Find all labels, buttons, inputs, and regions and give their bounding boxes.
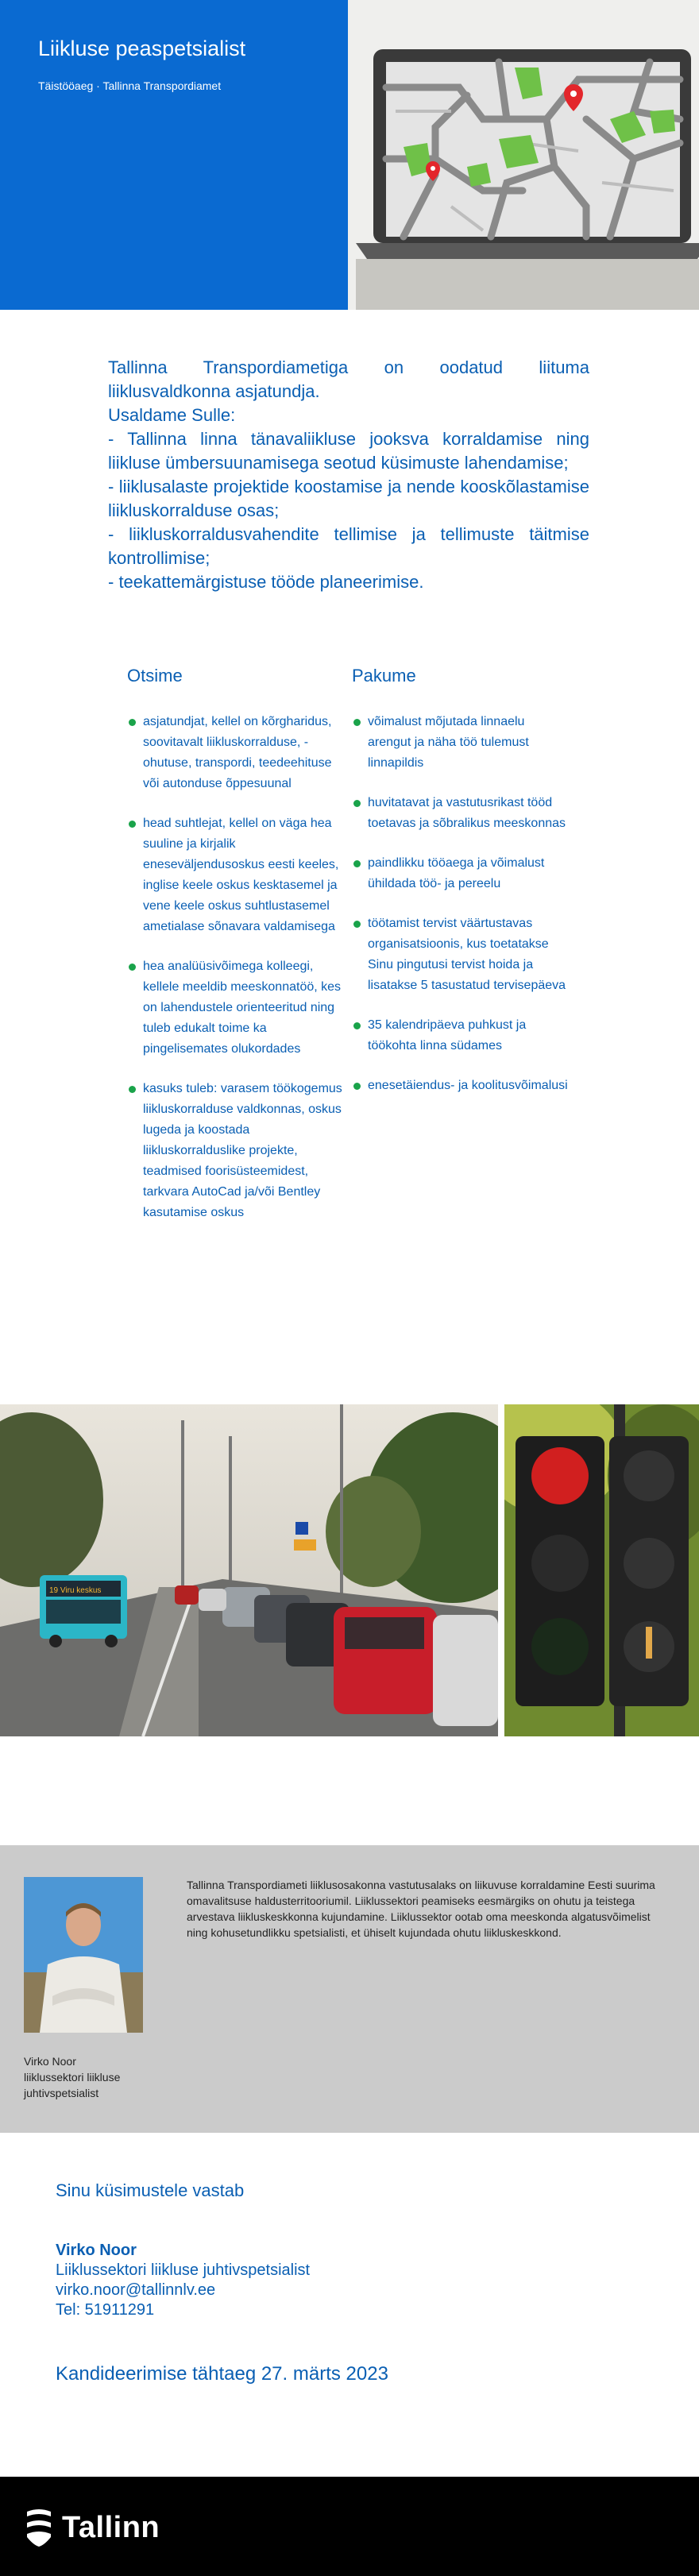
bullet-icon [353, 921, 361, 928]
bullet-icon [353, 1022, 361, 1029]
pakume-heading: Pakume [352, 666, 416, 686]
contact-name: Virko Noor [56, 2242, 137, 2259]
pakume-column [352, 666, 568, 1115]
portrait-caption [24, 2053, 120, 2101]
intro-text [108, 356, 589, 594]
list-item-text: hea analüüsivõimega kolleegi, kellele meeldib meeskonnatöö, kes on lahendustele orienteeritud ning tuleb edukalt toime ka pingelisemates olukordades [143, 960, 342, 1056]
list-item [352, 793, 568, 834]
hero-title-panel [0, 0, 348, 310]
list-item [127, 956, 343, 1060]
bullet-icon [129, 821, 136, 828]
intro-line: Tallinna Transpordiametiga on oodatud liituma liiklusvaldkonna asjatundja. [108, 357, 589, 401]
list-item-text: enesetäiendus- ja koolitusvõimalusi [368, 1079, 568, 1092]
tallinn-logo[interactable] [24, 2505, 160, 2550]
caption-line: Virko Noor [24, 2055, 76, 2068]
department-description: Tallinna Transpordiameti liiklusosakonna vastutusalaks on liikuvuse korraldamine Eesti suurima omavalitsuse haldusterritooriumil. Liiklussektori peamiseks eesmärgiks on ohutu ja teistega arvestava liikluskeskkonna kujundamine. Liiklussektor ootab oma meeskonda algatusvõimelist ning kohusetundlikku spetsialisti, et ühiselt kujundada ohutu liikluskeskkond. [187, 1879, 655, 1939]
page-title: Liikluse peaspetsialist [38, 37, 246, 60]
intro-line: - Tallinna linna tänavaliikluse jooksva korraldamise ning liikluse ümbersuunamisega seotud küsimuste lahendamise; [108, 429, 589, 473]
list-item-text: head suhtlejat, kellel on väga hea suuline ja kirjalik eneseväljendusoskus eesti keeles, inglise keele oskus kesktasemel ja vene keele oskus suhtlustasemel ametialase sõnavara valdamisega [143, 817, 339, 933]
intro-line: - liiklusalaste projektide koostamise ja nende kooskõlastamise liikluskorralduse osas; [108, 477, 589, 520]
list-item [352, 1076, 568, 1096]
page-subtitle: Täistööaeg · Tallinna Transpordiamet [38, 79, 222, 92]
avatar [24, 1877, 143, 2033]
bus-sign: 19 Viru keskus [49, 1586, 102, 1595]
list-item [127, 1079, 343, 1223]
contact-role: Liiklussektori liikluse juhtivspetsialist [56, 2261, 311, 2279]
list-item-text: huvitatavat ja vastutusrikast tööd toetavas ja sõbralikus meeskonnas [368, 796, 566, 830]
traffic-light-photo [504, 1404, 699, 1736]
intro-line: Usaldame Sulle: [108, 405, 236, 425]
bullet-icon [353, 719, 361, 726]
bullet-icon [353, 1083, 361, 1090]
tallinn-crest-icon [24, 2508, 54, 2547]
logo-text: Tallinn [62, 2510, 160, 2544]
list-item-text: paindlikku tööaega ja võimalust ühildada töö- ja pereelu [368, 856, 545, 890]
list-item-text: 35 kalendripäeva puhkust ja töökohta linna südames [368, 1018, 527, 1052]
list-item [352, 913, 568, 996]
list-item [127, 712, 343, 794]
contact-heading: Sinu küsimustele vastab [56, 2180, 245, 2200]
department-section [0, 1845, 699, 2133]
bullet-icon [129, 1086, 136, 1093]
traffic-photo [0, 1404, 498, 1736]
otsime-list [127, 712, 343, 1223]
intro-line: - liikluskorraldusvahendite tellimise ja tellimuste täitmise kontrollimise; [108, 524, 589, 568]
traffic-street-image [0, 1404, 498, 1736]
list-item-text: asjatundjat, kellel on kõrgharidus, soovitavalt liikluskorralduse, -ohutuse, transpordi, teedeehituse või autonduse õppesuunal [143, 715, 332, 790]
list-item-text: töötamist tervist väärtustavas organisatsioonis, kus toetatakse Sinu pingutusi tervist hoida ja lisatakse 5 tasustatud tervisepäeva [368, 917, 566, 992]
laptop-map-icon [348, 0, 699, 310]
list-item [352, 853, 568, 894]
list-item [352, 712, 568, 774]
application-deadline: Kandideerimise tähtaeg 27. märts 2023 [56, 2363, 388, 2385]
list-item [352, 1015, 568, 1056]
otsime-column [127, 666, 343, 1242]
laptop-map-illustration [348, 0, 699, 310]
bullet-icon [353, 860, 361, 867]
footer [0, 2477, 699, 2576]
contact-phone: Tel: 51911291 [56, 2301, 155, 2319]
intro-line: - teekattemärgistuse tööde planeerimise. [108, 572, 424, 592]
hero-banner [0, 0, 699, 310]
caption-line: liiklussektori liikluse [24, 2071, 121, 2084]
list-item-text: kasuks tuleb: varasem töökogemus liikluskorralduse valdkonnas, oskus lugeda ja koostada liikluskorralduslike projekte, teadmised foorisüsteemidest, tarkvara AutoCad ja/või Bentley kasutamise oskus [143, 1082, 342, 1219]
caption-line: juhtivspetsialist [24, 2087, 99, 2099]
pakume-list [352, 712, 568, 1096]
otsime-heading: Otsime [127, 666, 183, 686]
bullet-icon [129, 964, 136, 971]
traffic-light-icon [504, 1404, 699, 1736]
bullet-icon [353, 800, 361, 807]
contact-email-link[interactable]: virko.noor@tallinnlv.ee [56, 2281, 216, 2299]
list-item-text: võimalust mõjutada linnaelu arengut ja näha töö tulemust linnapildis [368, 715, 529, 770]
bullet-icon [129, 719, 136, 726]
person-photo-icon [24, 1877, 143, 2033]
list-item [127, 813, 343, 937]
